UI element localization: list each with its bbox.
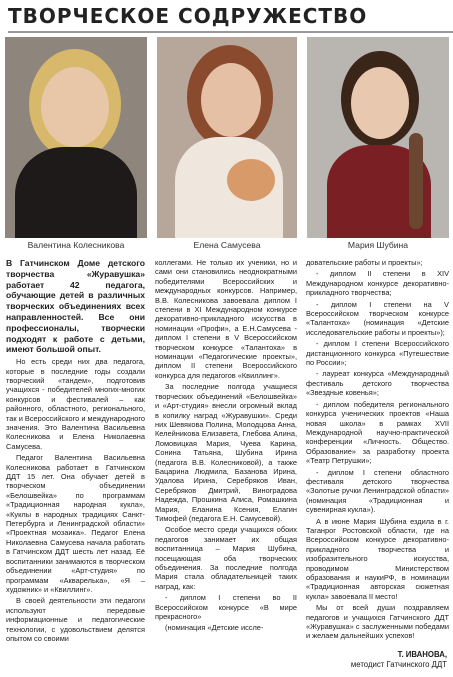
photo-valentina	[5, 37, 147, 238]
author-role: методист Гатчинского ДДТ	[350, 659, 447, 669]
article-paragraph: - диплом I степени во II Всероссийском конкурсе «В мире прекрасного»	[155, 593, 297, 622]
award-item: довательские работы и проекты»;	[306, 258, 423, 267]
award-item: - диплом II степени в XIV Международном конкурсе декоративно-прикладного творчества;	[306, 269, 449, 298]
photo-elena	[157, 37, 297, 238]
award-item: - диплом I степени областного фестиваля детского творчества «Золотые ручки Ленинградской области» (номинация «Традиционная и сувенирная кукла»).	[306, 467, 449, 515]
author-signature	[351, 650, 447, 669]
article-column-3	[306, 258, 449, 643]
article-column-2	[155, 258, 297, 635]
article-column-1	[6, 258, 145, 645]
article-title: ТВОРЧЕСКОЕ СОДРУЖЕСТВО	[8, 3, 368, 28]
article-paragraph: Но есть среди них два педагога, которые в последние годы создали творческий «тандем», подготовив учащихся - победителей многих-многих конкурсов и фестивалей – как районного, областного, регионального, так и Всероссийского и международного значения. Это Валентина Васильевна Колесникова и Елена Николаевна Самусева.	[6, 357, 145, 451]
award-item: - диплом победителя регионального конкурса ученических проектов «Наша новая школа» в рамках XVII Международной научно-практической конференции «Личность. Общество. Образование» за разработку проекта «Театр Петрушки»;	[306, 399, 449, 466]
article-paragraph: А в июне Мария Шубина ездила в г. Таганрог Ростовской области, где на Всероссийском конкурсе декоративно-прикладного творчества и изобразительного искусства, проводимом Министерством образования и наукиРФ, в номинации «Традиционная авторская сюжетная кукла» завоевала II место!	[306, 516, 449, 601]
article-paragraph: За последние полгода учащиеся творческих объединений «Белошвейка» и «Арт-студия» внесли огромный вклад в копилку наград «Журавушки». Среди них Шевякова Полина, Молодцова Анна, Келейникова Елизавета, Глебова Алина, Ломовицкая Мария, Чуева Карина, Сонина Татьяна, Шубина Ирина (педагога В.В. Колесниковой), а также Бацарина Людмила, Базанова Ирина, Удалова Ирина, Серебряков Иван, Серебряков Дмитрий, Виноградова Надежда, Прошкина Алиса, Ромашкина Мария, Еланина Ксения, Елагин Тимофей (педагога Е.Н. Самусевой).	[155, 382, 297, 523]
article-paragraph: Мы от всей души поздравляем педагогов и учащихся Гатчинского ДДТ «Журавушка» с заслуженными победами и желаем дальнейших успехов!	[306, 603, 449, 641]
article-header	[8, 0, 453, 33]
photo-caption: Мария Шубина	[347, 240, 409, 250]
article-intro: В Гатчинском Доме детского творчества «Журавушка» работает 42 педагога, обучающие детей в различных творческих объединениях всех направленностей. Все они профессионалы, творчески подходят к работе с детьми, имеют большой опыт.	[6, 258, 145, 355]
article-paragraph: (номинация «Детские иссле-	[165, 623, 264, 633]
award-item: - лауреат конкурса «Международный фестиваль детского творчества «Звездные ковенья»;	[306, 369, 449, 398]
article-paragraph: Педагог Валентина Васильевна Колесникова работает в Гатчинском ДДТ 15 лет. Она обучает детей в творческом объединении «Белошвейка» по программам «Традиционная народная кукла», «Куклы в народных традициях Санкт-Петербурга и Ленинградской области» «Проектная мозаика». Педагог Елена Николаевна Самусева начала работать в Гатчинском ДДТ шесть лет назад. Её воспитанники занимаются в творческом объединении «Арт-студия» по программам «Акварелька», «Я – художник» и «Квиллинг».	[6, 453, 145, 594]
photo-maria	[307, 37, 449, 238]
article-paragraph: В своей деятельности эти педагоги используют передовые информационные и педагогические технологии, с удовольствием делятся опытом со своими	[6, 596, 145, 643]
author-name: Т. ИВАНОВА,	[397, 650, 447, 659]
article-paragraph: Особое место среди учащихся обоих педагогов занимает их общая воспитанница – Мария Шубина, посещающая оба творческих объединения. За последние полгода Мария стала обладательницей таких наград, как:	[155, 525, 297, 591]
award-item: - диплом I степени на V Всероссийском творческом конкурсе «Талантоха» (номинация «Детские исследовательские работы и проекты»);	[306, 299, 449, 337]
article-paragraph: коллегами. Не только их ученики, но и сами они становились неоднократными победителями Всероссийских и международных конкурсов. Например, В.В. Колесникова завоевала диплом I степени в XI Международном конкурсе декоративно-прикладного искусства в номинации «Профи», а Е.Н.Самусева - диплом I степени в V Всероссийском творческом конкурсе «Талантоха» в номинации «Педагогические проекты», диплом II степени Всероссийского конкурса для педагогов «Квиллинг».	[155, 258, 297, 380]
award-item: - диплом I степени Всероссийского дистанционного конкурса «Путешествие по России»;	[306, 339, 449, 368]
photo-caption: Елена Самусева	[193, 240, 261, 250]
photo-caption: Валентина Колесникова	[27, 240, 125, 250]
